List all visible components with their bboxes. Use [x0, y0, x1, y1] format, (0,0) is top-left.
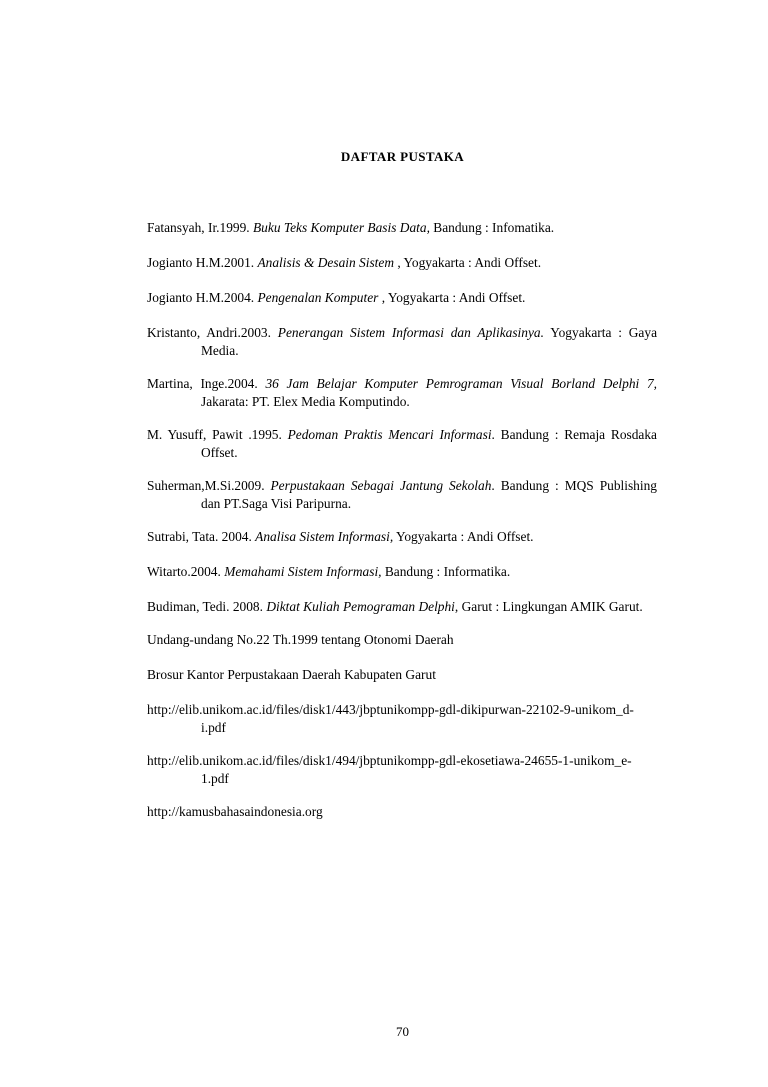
reference-item: [147, 426, 657, 462]
reference-title: Pengenalan Komputer: [257, 290, 379, 305]
reference-item: [147, 477, 657, 513]
reference-author: Fatansyah, Ir.1999.: [147, 220, 253, 235]
reference-title: Penerangan Sistem Informasi dan Aplikasinya.: [277, 325, 544, 340]
reference-author: Kristanto, Andri.2003.: [147, 325, 278, 340]
reference-list: [147, 219, 657, 838]
reference-item: [147, 701, 657, 737]
reference-title: Memahami Sistem Informasi,: [224, 564, 382, 579]
reference-publisher: Bandung : Informatika.: [381, 564, 511, 579]
reference-author: Sutrabi, Tata. 2004.: [147, 529, 256, 544]
reference-publisher: Yogyakarta : Gaya Media.: [201, 325, 658, 358]
reference-item: [147, 563, 657, 581]
reference-title: Analisa Sistem Informasi,: [255, 529, 394, 544]
reference-title: Perpustakaan Sebagai Jantung Sekolah: [270, 478, 492, 493]
reference-item: [147, 289, 657, 307]
reference-author: Suherman,M.Si.2009.: [147, 478, 271, 493]
reference-title: Buku Teks Komputer Basis Data,: [253, 220, 430, 235]
reference-item: [147, 528, 657, 546]
page-number: 70: [396, 1024, 409, 1039]
reference-item: [147, 219, 657, 237]
reference-author: Witarto.2004.: [147, 564, 225, 579]
reference-publisher: . Bandung : MQS Publishing dan PT.Saga Visi Paripurna.: [201, 478, 657, 511]
reference-title: Pedoman Praktis Mencari Informasi: [287, 427, 492, 442]
reference-item: [147, 598, 657, 616]
reference-item: [147, 631, 657, 649]
reference-url: http://kamusbahasaindonesia.org: [147, 804, 323, 819]
reference-publisher: . Bandung : Remaja Rosdaka Offset.: [201, 427, 658, 460]
reference-publisher: Bandung : Infomatika.: [429, 220, 555, 235]
reference-title: Diktat Kuliah Pemograman Delphi: [266, 599, 455, 614]
reference-text: Brosur Kantor Perpustakaan Daerah Kabupaten Garut: [147, 667, 436, 682]
reference-item: [147, 803, 657, 821]
reference-publisher: , Yogyakarta : Andi Offset.: [394, 255, 542, 270]
reference-publisher: , Yogyakarta : Andi Offset.: [378, 290, 526, 305]
reference-url: http://elib.unikom.ac.id/files/disk1/443/jbptunikompp-gdl-dikipurwan-22102-9-unikom_d-i.pdf: [147, 702, 634, 735]
reference-publisher: , Garut : Lingkungan AMIK Garut.: [454, 599, 643, 614]
page-title: DAFTAR PUSTAKA: [340, 149, 465, 164]
reference-author: Jogianto H.M.2004.: [147, 290, 258, 305]
reference-item: [147, 254, 657, 272]
reference-publisher: Yogyakarta : Andi Offset.: [393, 529, 534, 544]
reference-author: Martina, Inge.2004.: [147, 376, 266, 391]
reference-url: http://elib.unikom.ac.id/files/disk1/494/jbptunikompp-gdl-ekosetiawa-24655-1-unikom_e-1.pdf: [147, 753, 632, 786]
reference-title: 36 Jam Belajar Komputer Pemrograman Visual Borland Delphi 7,: [265, 376, 658, 391]
reference-item: [147, 666, 657, 684]
reference-author: Jogianto H.M.2001.: [147, 255, 258, 270]
reference-author: M. Yusuff, Pawit .1995.: [147, 427, 288, 442]
reference-item: [147, 375, 657, 411]
reference-publisher: Jakarata: PT. Elex Media Komputindo.: [201, 394, 410, 409]
reference-author: Budiman, Tedi. 2008.: [147, 599, 267, 614]
reference-text: Undang-undang No.22 Th.1999 tentang Otonomi Daerah: [147, 632, 454, 647]
reference-item: [147, 752, 657, 788]
reference-title: Analisis & Desain Sistem: [257, 255, 394, 270]
reference-item: [147, 324, 657, 360]
